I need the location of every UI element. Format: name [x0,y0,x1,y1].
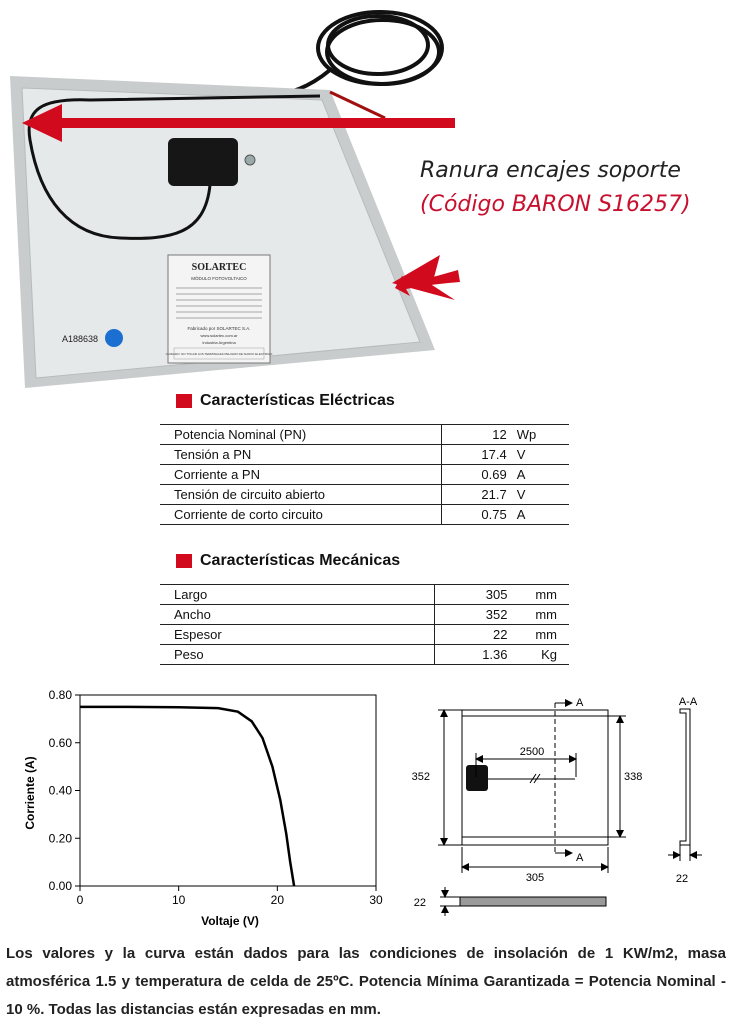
red-square-icon [176,554,192,568]
junction-box-icon [466,765,488,791]
table-row: Tensión a PN 17.4 V [160,445,569,465]
plot-frame [80,695,376,886]
footnote: Los valores y la curva están dados para las condiciones de insolación de 1 KW/m2, masa atmosférica 1.5 y temperatura de celda de 25ºC. Potencia Mínima Garantizada = Potencia Nominal - 10 %. Todas las distancias están expresadas en mm. [6,945,726,1018]
x-tick-label: 20 [270,893,285,907]
x-tick-label: 0 [76,893,84,907]
cable-length-dim: 2500 [519,746,545,758]
section-label-bottom: A [576,852,584,864]
serial-number: A188638 [62,334,99,344]
callout-slot-title: Ranura encajes soporte [420,158,681,183]
cable-coil [240,12,442,96]
chart-axes [49,688,383,907]
table-row: Espesor 22 mm [160,625,569,645]
table-row: Corriente a PN 0.69 A [160,465,569,485]
table-row: Potencia Nominal (PN) 12 Wp [160,425,569,445]
mechanical-section-title [176,552,400,570]
table-row: Ancho 352 mm [160,605,569,625]
section-profile [680,709,690,845]
panel-side-view [460,897,606,906]
section-label-top: A [576,697,584,709]
blue-sticker [105,329,123,347]
y-tick-label: 0.60 [48,735,72,750]
length-dim: 305 [525,872,545,884]
table-row: Largo 305 mm [160,585,569,605]
sticker-web: www.solartec.com.ar [200,333,238,338]
y-tick-label: 0.00 [48,879,72,893]
width-dim: 352 [411,771,430,783]
sticker-maker: Fabricado por SOLARTEC S.A. [187,326,251,331]
x-tick-label: 30 [369,893,383,907]
sticker-warning: CUIDADO: NO TOCAR LOS TERMINALES PELIGRO DE SHOCK ELECTRICO [165,352,273,356]
panel-sticker [166,255,273,363]
y-axis-label: Corriente (A) [23,756,37,830]
red-square-icon [176,394,192,408]
section-title: A-A [678,696,698,708]
thickness-dim: 22 [413,897,426,909]
y-tick-label: 0.20 [48,831,72,846]
y-tick-label: 0.80 [48,688,72,702]
iv-curve-chart [0,685,400,935]
table-row: Corriente de corto circuito 0.75 A [160,505,569,525]
junction-box [168,138,238,186]
electrical-table [160,424,569,525]
table-row: Tensión de circuito abierto 21.7 V [160,485,569,505]
table-row: Peso 1.36 Kg [160,645,569,665]
sticker-subtitle: MÓDULO FOTOVOLTAICO [191,276,247,281]
mechanical-title-text: Características Mecánicas [200,552,401,569]
x-axis-label: Voltaje (V) [201,914,259,928]
inner-height-dim: 338 [624,771,643,783]
series-line [80,707,294,886]
y-tick-label: 0.40 [48,783,72,798]
sticker-country: Industria Argentina [202,340,236,345]
dimension-drawing [400,685,730,935]
electrical-section-title [176,392,395,410]
callout-code: (Código BARON S16257) [420,192,691,217]
mechanical-table [160,584,569,665]
electrical-title-text: Características Eléctricas [200,392,395,409]
frame-depth-dim: 22 [675,873,689,885]
x-tick-label: 10 [171,893,186,907]
sticker-brand: SOLARTEC [191,262,247,273]
